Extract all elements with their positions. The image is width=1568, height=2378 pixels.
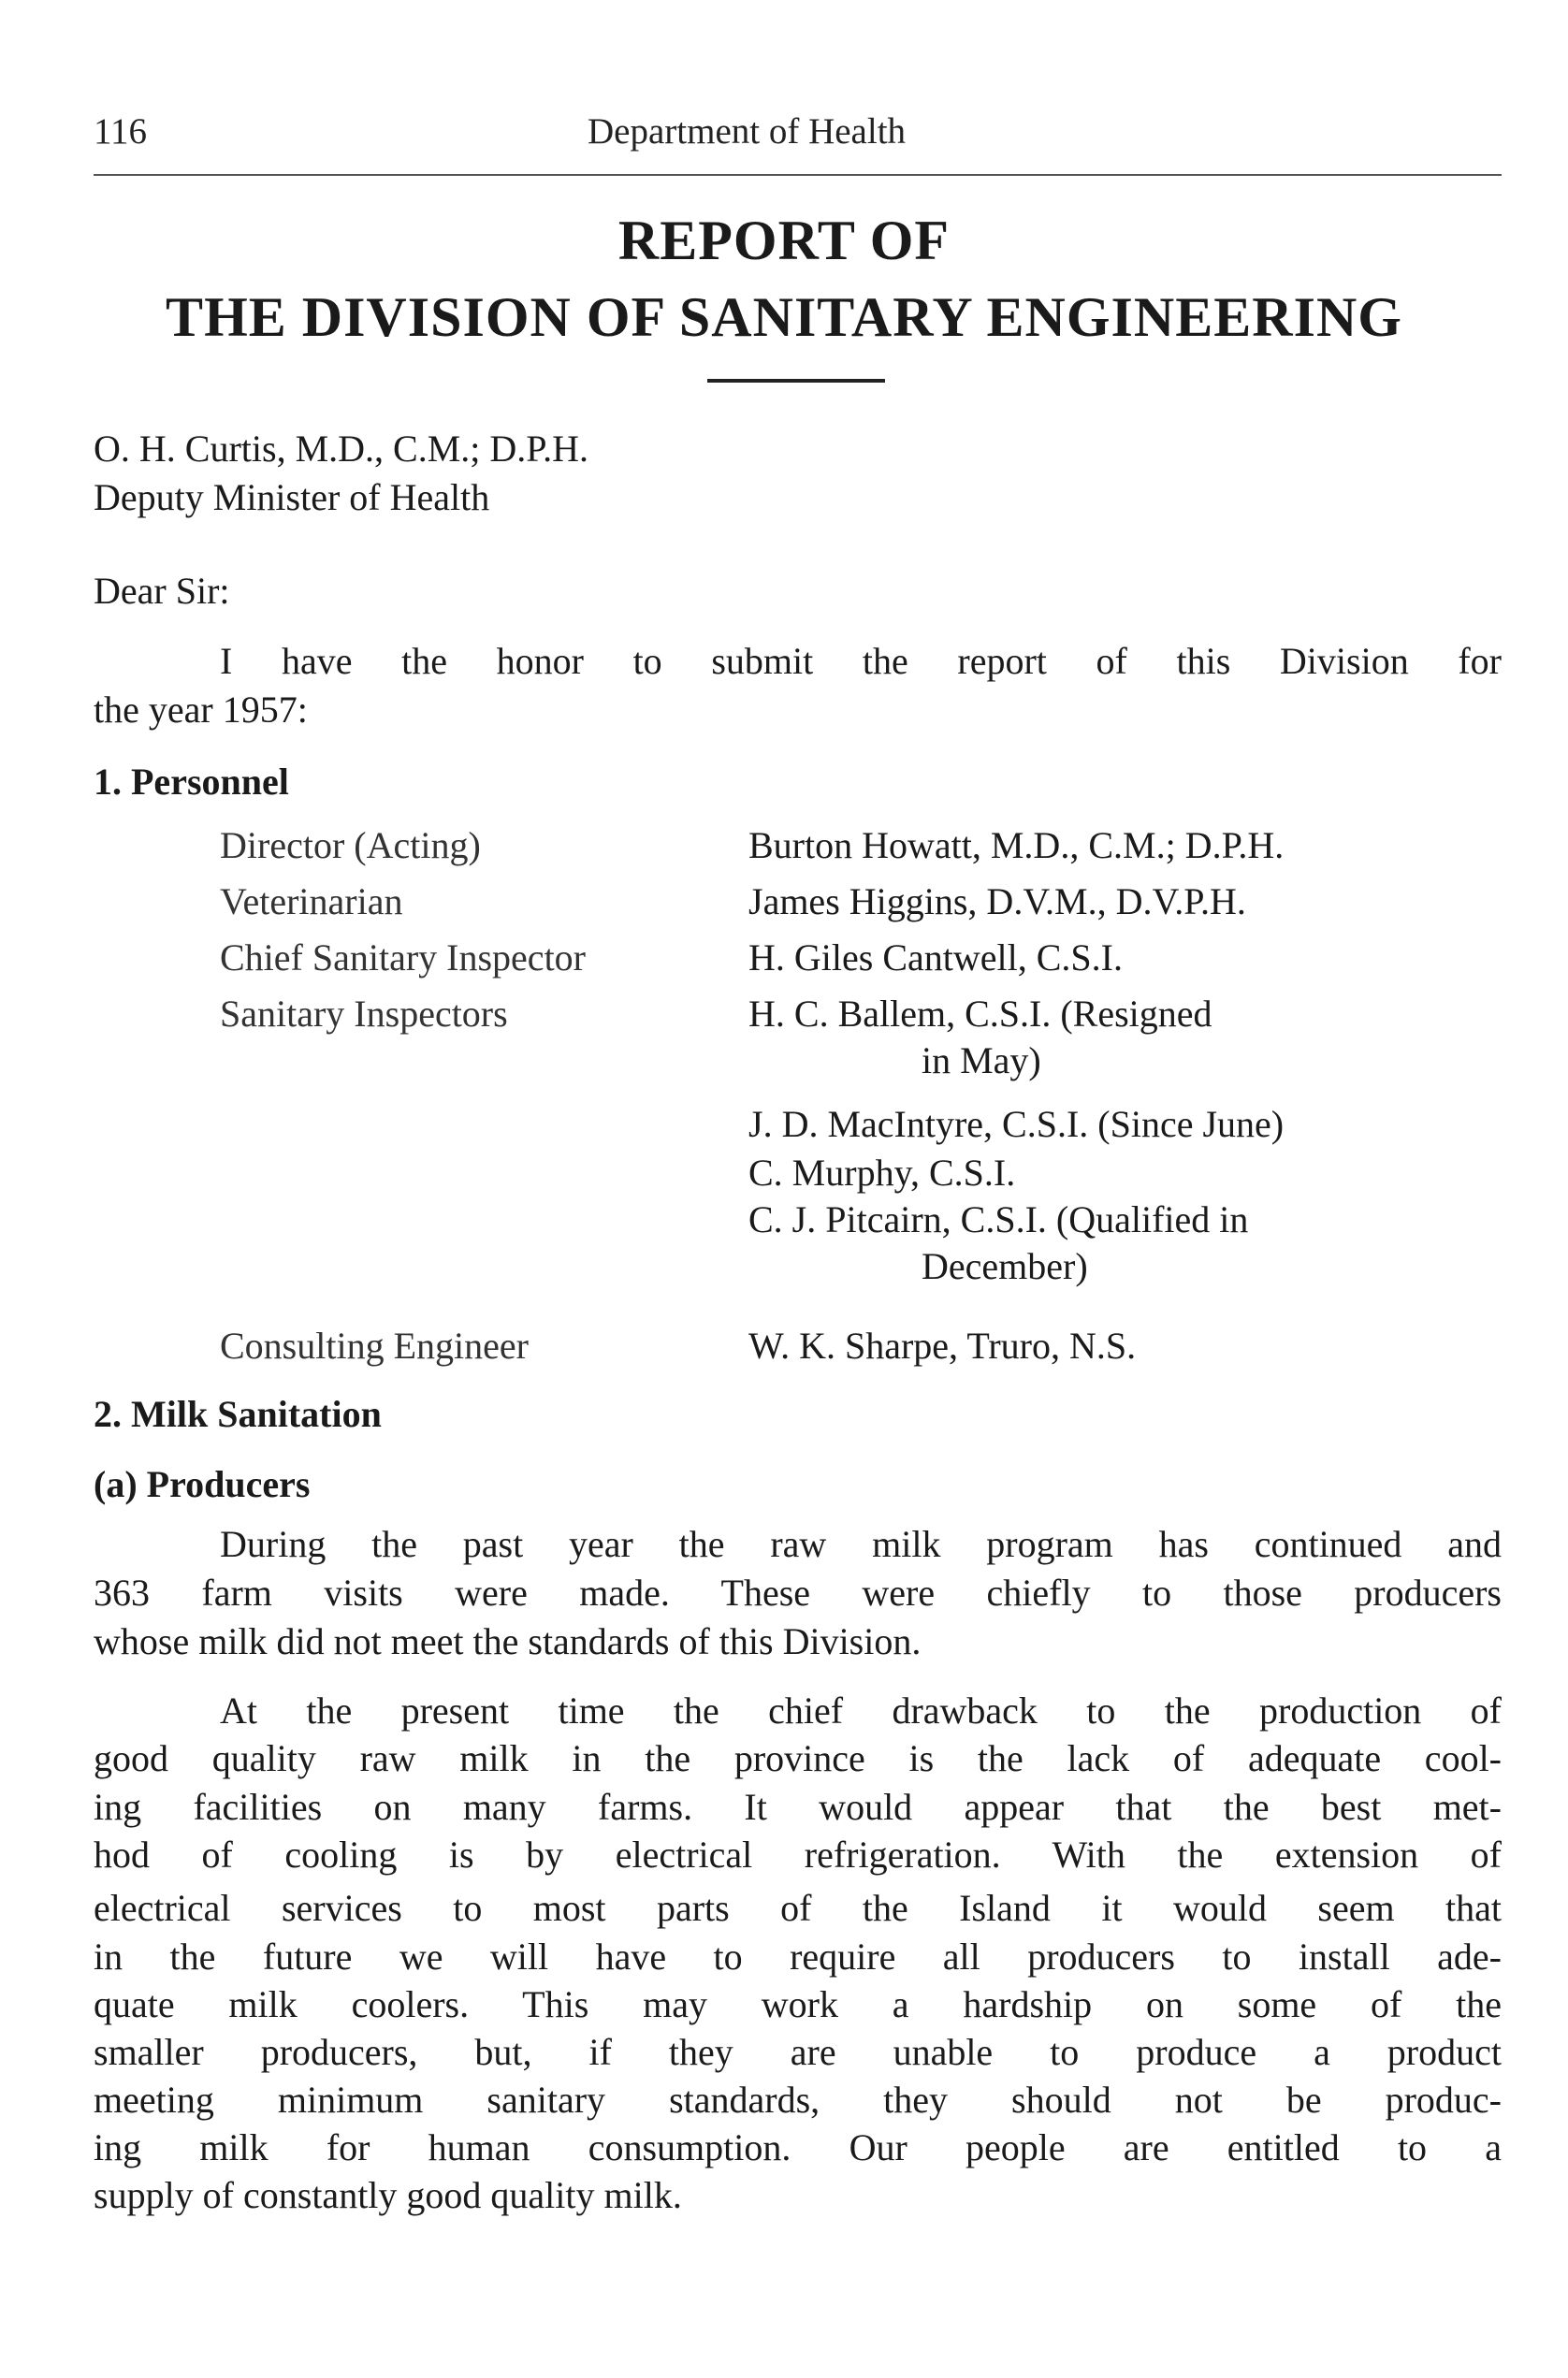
intro-line-1: I have the honor to submit the report of this Division for xyxy=(220,640,1502,682)
addressee-name: O. H. Curtis, M.D., C.M.; D.P.H. xyxy=(94,428,588,470)
intro-line-2: the year 1957: xyxy=(94,689,308,731)
subsection-heading-producers: (a) Producers xyxy=(94,1463,311,1505)
personnel-name: H. Giles Cantwell, C.S.I. xyxy=(748,936,1123,979)
paragraph-line: During the past year the raw milk program has continued and xyxy=(220,1523,1502,1565)
paragraph-line: quate milk coolers. This may work a hardship on some of the xyxy=(94,1983,1502,2025)
paragraph-line: electrical services to most parts of the Island it would seem that xyxy=(94,1887,1502,1929)
paragraph-line: supply of constantly good quality milk. xyxy=(94,2174,682,2216)
salutation: Dear Sir: xyxy=(94,570,230,612)
running-header: Department of Health xyxy=(588,111,907,152)
personnel-name: J. D. MacIntyre, C.S.I. (Since June) xyxy=(748,1103,1285,1145)
report-title-line2: THE DIVISION OF SANITARY ENGINEERING xyxy=(166,286,1402,348)
paragraph-line: smaller producers, but, if they are unable to produce a product xyxy=(94,2031,1502,2073)
paragraph-line: 363 farm visits were made. These were chiefly to those producers xyxy=(94,1572,1502,1614)
personnel-name-continuation: in May) xyxy=(922,1039,1041,1081)
personnel-name: H. C. Ballem, C.S.I. (Resigned xyxy=(748,993,1212,1035)
paragraph-line: ing facilities on many farms. It would appear that the best met- xyxy=(94,1786,1502,1828)
report-title-line1: REPORT OF xyxy=(617,210,951,271)
personnel-role: Veterinarian xyxy=(220,880,403,922)
personnel-name-continuation: December) xyxy=(922,1245,1088,1287)
paragraph-line: At the present time the chief drawback to the production of xyxy=(220,1689,1502,1732)
section-heading-personnel: 1. Personnel xyxy=(94,761,289,803)
addressee-position: Deputy Minister of Health xyxy=(94,476,490,518)
paragraph-line: meeting minimum sanitary standards, they should not be produc- xyxy=(94,2079,1502,2121)
personnel-role: Sanitary Inspectors xyxy=(220,993,508,1035)
personnel-name: Burton Howatt, M.D., C.M.; D.P.H. xyxy=(748,824,1285,866)
paragraph-line: hod of cooling is by electrical refrigeration. With the extension of xyxy=(94,1834,1502,1876)
personnel-name: C. J. Pitcairn, C.S.I. (Qualified in xyxy=(748,1198,1249,1240)
personnel-role: Director (Acting) xyxy=(220,824,481,866)
personnel-role: Consulting Engineer xyxy=(220,1325,529,1367)
paragraph-line: ing milk for human consumption. Our people are entitled to a xyxy=(94,2126,1502,2168)
paragraph-line: in the future we will have to require all producers to install ade- xyxy=(94,1936,1502,1978)
personnel-name: C. Murphy, C.S.I. xyxy=(748,1152,1016,1194)
paragraph-line: whose milk did not meet the standards of this Division. xyxy=(94,1620,922,1662)
section-heading-milk-sanitation: 2. Milk Sanitation xyxy=(94,1393,382,1435)
header-rule xyxy=(94,174,1502,176)
paragraph-line: good quality raw milk in the province is the lack of adequate cool- xyxy=(94,1737,1502,1779)
personnel-role: Chief Sanitary Inspector xyxy=(220,936,586,979)
page-number: 116 xyxy=(94,111,148,152)
title-rule xyxy=(707,379,885,383)
personnel-name: James Higgins, D.V.M., D.V.P.H. xyxy=(748,880,1246,922)
personnel-name: W. K. Sharpe, Truro, N.S. xyxy=(748,1325,1137,1367)
